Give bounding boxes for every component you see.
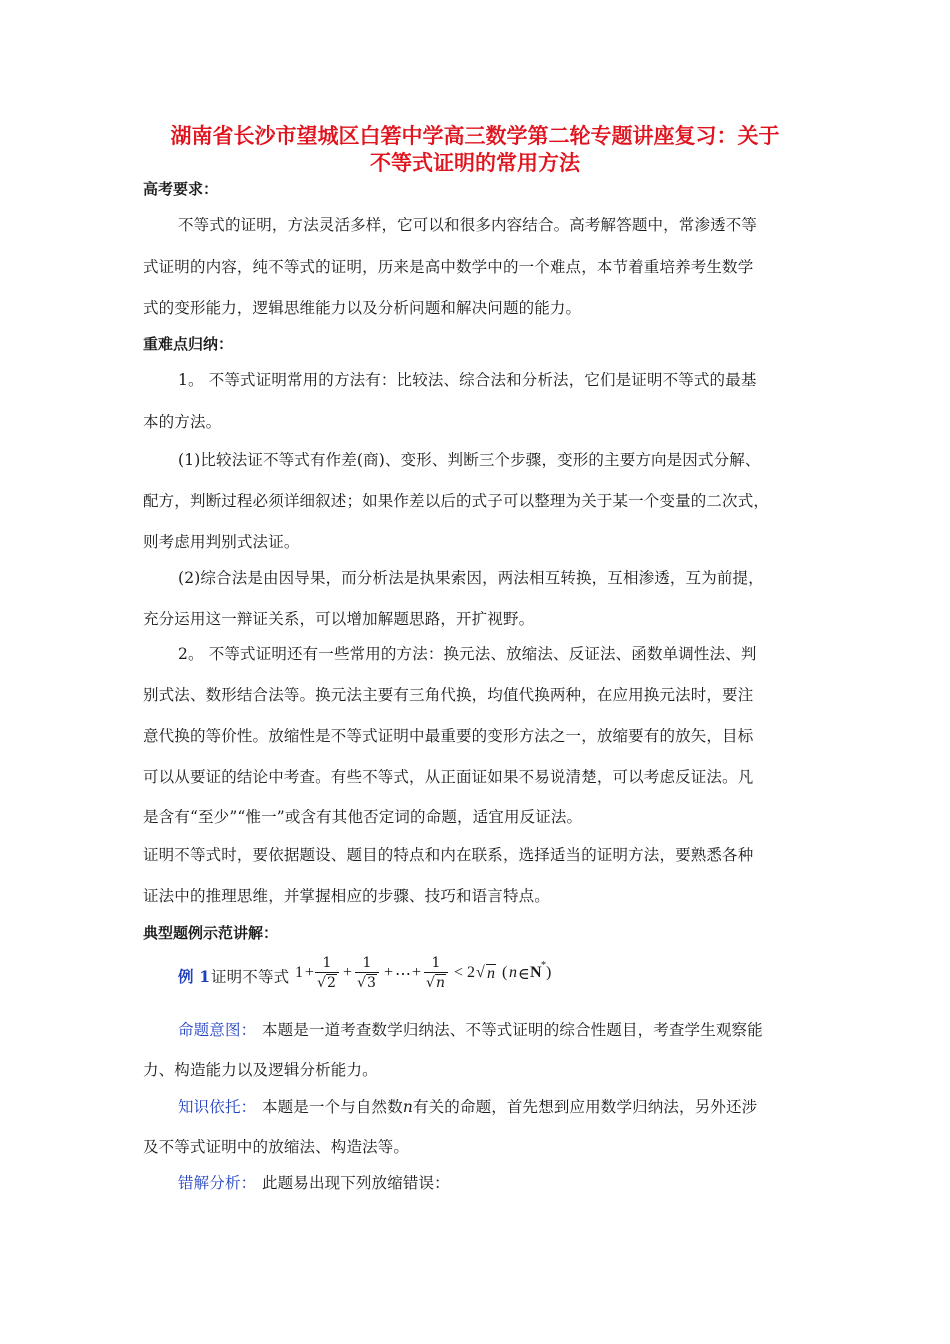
paragraph-line: 此题易出现下列放缩错误：: [262, 1174, 450, 1192]
paragraph-line: [262, 1095, 757, 1117]
fraction-denominator: 3: [367, 975, 376, 991]
fraction-denominator: 2: [327, 975, 336, 991]
sqrt-icon: √: [357, 975, 366, 991]
formula-n: n: [487, 965, 495, 982]
paragraph-line: 别式法、数形结合法等。换元法主要有三角代换，均值代换两种，在应用换元法时，要注: [143, 686, 754, 704]
formula-dots: ⋯: [395, 966, 411, 983]
section-heading-key-points: 重难点归纳：: [143, 335, 234, 353]
paragraph-line: 本题是一道考查数学归纳法、不等式证明的综合性题目，考查学生观察能: [262, 1021, 763, 1039]
paragraph-line: (2)综合法是由因导果，而分析法是执果索因，两法相互转换，互相渗透，互为前提，: [178, 569, 764, 587]
section-heading-requirements: 高考要求：: [143, 180, 219, 198]
paragraph-line: 证明不等式时，要依据题设、题目的特点和内在联系，选择适当的证明方法，要熟悉各种: [143, 846, 754, 864]
formula-condition-close: ): [546, 964, 552, 981]
intent-label: 命题意图：: [178, 1021, 257, 1039]
basis-text-a: 本题是一个与自然数: [262, 1098, 403, 1116]
fraction-numerator: 1: [431, 955, 441, 971]
formula-term-one: 1: [295, 964, 303, 981]
formula-condition-star: *: [541, 960, 546, 971]
paragraph-line: 不等式的证明，方法灵活多样，它可以和很多内容结合。高考解答题中，常渗透不等: [178, 216, 758, 234]
formula-condition-open: (: [502, 964, 508, 981]
paragraph-line: 是含有“至少”“惟一”或含有其他否定词的命题，适宜用反证法。: [143, 808, 583, 826]
basis-label: 知识依托：: [178, 1098, 257, 1116]
paragraph-line: 式的变形能力，逻辑思维能力以及分析问题和解决问题的能力。: [143, 299, 582, 317]
fraction-numerator: 1: [322, 955, 332, 971]
fraction-numerator: 1: [362, 955, 372, 971]
sqrt-icon: √: [476, 964, 485, 981]
paragraph-line: 配方，判断过程必须详细叙述；如果作差以后的式子可以整理为关于某一个变量的二次式，: [143, 492, 770, 510]
paragraph-line: 则考虑用判别式法证。: [143, 533, 300, 551]
error-label: 错解分析：: [178, 1174, 257, 1192]
formula-plus: +: [343, 964, 353, 981]
paragraph-line: 可以从要证的结论中考查。有些不等式，从正面证如果不易说清楚，可以考虑反证法。凡: [143, 768, 754, 786]
paragraph-line: 力、构造能力以及逻辑分析能力。: [143, 1061, 378, 1079]
formula-two: 2: [467, 964, 475, 981]
paragraph-line: 充分运用这一辩证关系，可以增加解题思路，开扩视野。: [143, 610, 535, 628]
fraction-denominator: n: [435, 975, 445, 991]
basis-text-b: 有关的命题，首先想到应用数学归纳法，另外还涉: [413, 1098, 758, 1116]
basis-variable-n: n: [402, 1098, 413, 1116]
sqrt-icon: √: [426, 975, 435, 991]
formula-fraction: [315, 955, 339, 992]
paragraph-line: 2。 不等式证明还有一些常用的方法：换元法、放缩法、反证法、函数单调性法、判: [178, 645, 757, 663]
formula-less-than: <: [454, 964, 464, 981]
paragraph-line: 意代换的等价性。放缩性是不等式证明中最重要的变形方法之一，放缩要有的放矢，目标: [143, 727, 754, 745]
section-heading-examples: 典型题例示范讲解：: [143, 924, 279, 942]
paragraph-line: 证法中的推理思维，并掌握相应的步骤、技巧和语言特点。: [143, 887, 550, 905]
paragraph-line: 式证明的内容，纯不等式的证明，历来是高中数学中的一个难点，本节着重培养考生数学: [143, 258, 754, 276]
paragraph-line: 本的方法。: [143, 413, 222, 431]
formula-plus: +: [305, 964, 315, 981]
title-line-1: 湖南省长沙市望城区白箬中学高三数学第二轮专题讲座复习：关于: [170, 123, 780, 148]
document-title: [110, 122, 840, 176]
example-text: 证明不等式: [211, 968, 290, 986]
sqrt-icon: √: [317, 975, 326, 991]
formula-plus: +: [384, 964, 394, 981]
formula-fraction: [424, 955, 448, 992]
paragraph-line: 1。 不等式证明常用的方法有：比较法、综合法和分析法，它们是证明不等式的最基: [178, 371, 757, 389]
paragraph-line: (1)比较法证不等式有作差(商)、变形、判断三个步骤，变形的主要方向是因式分解、: [178, 451, 761, 469]
formula-fraction: [355, 955, 379, 992]
formula-condition-set: N: [530, 964, 542, 981]
formula-plus: +: [412, 964, 422, 981]
paragraph-line: 及不等式证明中的放缩法、构造法等。: [143, 1138, 410, 1156]
title-line-2: 不等式证明的常用方法: [370, 150, 580, 175]
example-label: 例 1: [178, 967, 211, 986]
formula-condition-in: ∈: [518, 966, 530, 983]
formula-condition-n: n: [509, 964, 517, 981]
